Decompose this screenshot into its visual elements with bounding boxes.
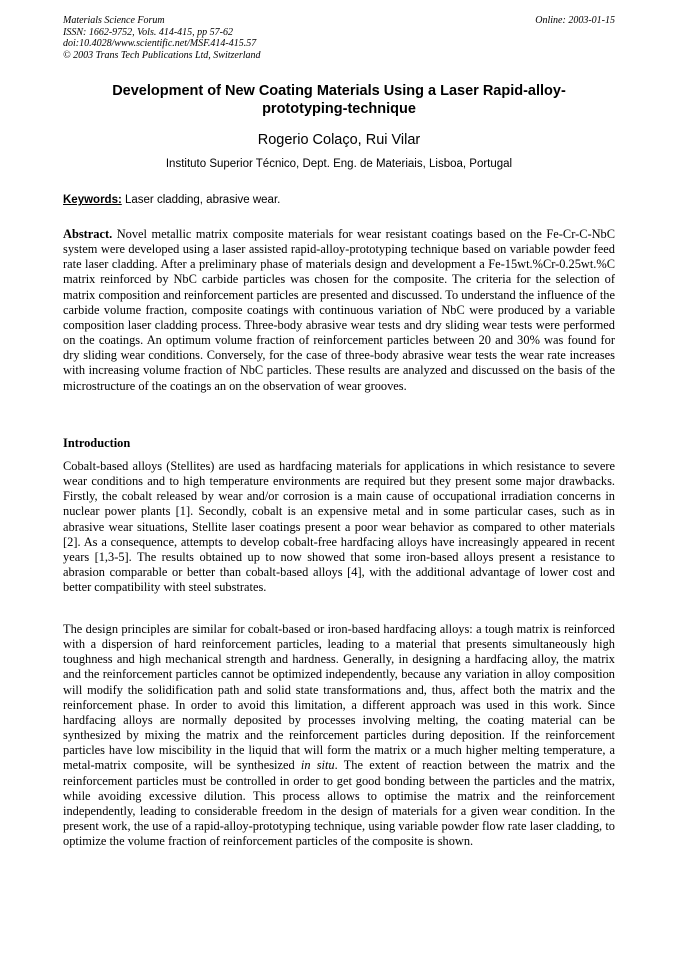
- copyright-line: © 2003 Trans Tech Publications Ltd, Switzerland: [63, 49, 261, 61]
- paragraph-text: [63, 622, 615, 849]
- affiliation: Instituto Superior Técnico, Dept. Eng. de Materiais, Lisboa, Portugal: [165, 158, 513, 170]
- abstract-paragraph: [63, 227, 615, 394]
- journal-name: Materials Science Forum: [63, 15, 165, 26]
- abstract-label: Abstract.: [63, 227, 113, 241]
- in-situ-italic: in situ: [300, 758, 335, 773]
- keywords-line: [63, 193, 280, 207]
- paragraph-text-part-1: The design principles are similar for cobalt-based or iron-based hardfacing alloys: a tough matrix is reinforced with a dispersion of hard reinforcement particles, leading to a material that presents simultaneously high toughness and high mechanical strength and hardness. Generally, in designing a hardfacing alloy, the matrix and the reinforcement particles cannot be optimized independently, because any variation in alloy composition will modify the solidification path and solid state transformations and, thus, affect both the matrix and the reinforcement phase. In order to avoid this limitation, a different approach was used in this work. Since hardfacing alloys are normally deposited by processes involving melting, the coating material can be synthesized by mixing the matrix and the reinforcement particles during deposition. If the reinforcement particles have low miscibility in the liquid that will form the matrix or a much higher melting temperature, a metal-matrix composite, will be synthesized: [63, 622, 615, 773]
- online-date: Online: 2003-01-15: [535, 15, 615, 26]
- keywords-text: Laser cladding, abrasive wear.: [121, 194, 281, 206]
- paper-authors: Rogerio Colaço, Rui Vilar: [257, 132, 421, 148]
- introduction-paragraph-1: [63, 459, 615, 595]
- abstract: [63, 227, 615, 394]
- journal-header: [63, 15, 261, 61]
- paragraph-text: Cobalt-based alloys (Stellites) are used as hardfacing materials for applications in which resistance to severe wear conditions and to high temperature environments are required but they present some major drawbacks. Firstly, the cobalt released by wear and/or corrosion is a main cause of occupational irradiation concerns in nuclear power plants [1]. Secondly, cobalt is an expensive metal and in some particular cases, such as in abrasive wear situations, Stellite laser coatings present a poor wear behavior as compared to other materials [2]. As a consequence, attempts to develop cobalt-free hardfacing alloys have increasingly appeared in recent years [1,3-5]. The results obtained up to now showed that some iron-based alloys present a resistance to abrasion comparable or better than cobalt-based alloys [4], with the additional advantage of lower cost and better compatibility with steel substrates.: [63, 459, 615, 595]
- paper-title: Development of New Coating Materials Using a Laser Rapid-alloy-prototyping-technique: [112, 83, 566, 117]
- paragraph-text-part-2: . The extent of reaction between the matrix and the reinforcement particles must be controlled in order to get good bonding between the particles and the matrix, while avoiding excessive dilution. This process allows to optimise the matrix and the reinforcement independently, leading to considerable freedom in the design of materials for a given wear condition. In the present work, the use of a rapid-alloy-prototyping technique, using variable powder flow rate laser cladding, to optimize the volume fraction of reinforcement particles of the composite is shown.: [63, 758, 615, 849]
- issn-line: ISSN: 1662-9752, Vols. 414-415, pp 57-62: [63, 26, 233, 38]
- doi-line: doi:10.4028/www.scientific.net/MSF.414-415.57: [63, 38, 257, 49]
- introduction-heading: Introduction: [63, 436, 131, 450]
- introduction-paragraph-2: [63, 622, 615, 849]
- keywords-label: Keywords:: [63, 194, 122, 206]
- abstract-text: Novel metallic matrix composite materials for wear resistant coatings based on the Fe-Cr-C-NbC system were developed using a laser assisted rapid-alloy-prototyping technique based on variable powder feed rate laser cladding. After a preliminary phase of materials design and development a Fe-15wt.%Cr-0.25wt.%C matrix reinforced by NbC carbide particles was chosen for the composite. The criteria for the selection of matrix composition and reinforcement particles are presented and discussed. To understand the influence of the carbide volume fraction, composite coatings with continuous variation of NbC were produced by a variable composition laser cladding process. Three-body abrasive wear tests and dry sliding wear tests were performed on the coatings. An optimum volume fraction of reinforcement particles between 20 and 30% was found for dry sliding wear conditions. Conversely, for the case of three-body abrasive wear tests the wear rate increases with increasing volume fraction of NbC particles. These results are analyzed and discussed on the basis of the microstructure of the coatings an on the observation of wear grooves.: [63, 227, 615, 393]
